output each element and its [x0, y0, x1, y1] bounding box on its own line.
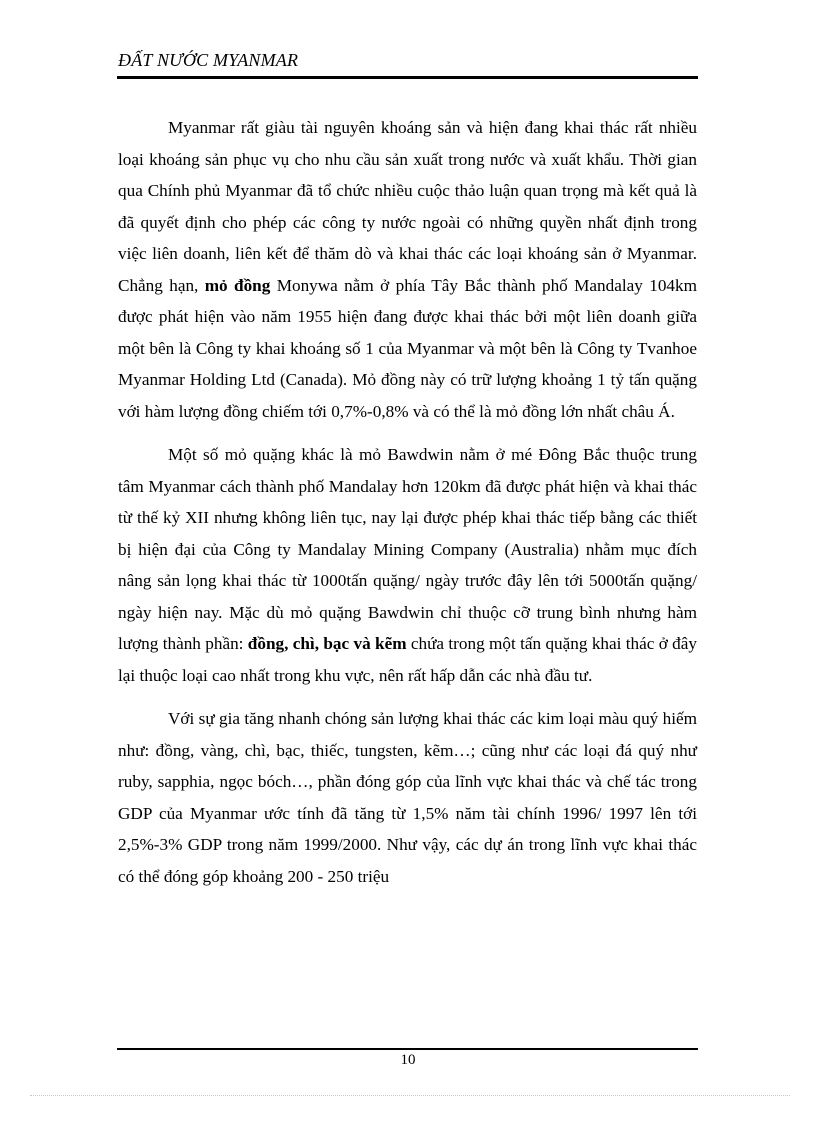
text-run: Với sự gia tăng nhanh chóng sản lượng khai thác các kim loại màu quý hiếm như: đồng, vàng, chì, bạc, thiếc, tungsten, kẽm…; cũng như các loại đá quý như ruby, sapphia, ngọc bóch…, phần đóng góp của lĩnh vực khai thác và chế tác trong GDP của Myanmar ước tính đã tăng từ 1,5% năm tài chính 1996/ 1997 lên tới 2,5%-3% GDP trong năm 1999/2000. Như vậy, các dự án trong lĩnh vực khai thác có thể đóng góp khoảng 200 - 250 triệu: [118, 709, 697, 886]
paragraph-bawdwin-mine: [118, 439, 697, 691]
bold-term-metals: đồng, chì, bạc và kẽm: [247, 634, 407, 653]
paragraph-gdp-contribution: [118, 703, 697, 892]
text-run: Monywa nằm ở phía Tây Bắc thành phố Mandalay 104km được phát hiện vào năm 1955 hiện đang được khai thác bởi một liên doanh giữa một bên là Công ty khai khoáng số 1 của Myanmar và một bên là Công ty Tvanhoe Myanmar Holding Ltd (Canada). Mỏ đồng này có trữ lượng khoảng 1 tỷ tấn quặng với hàm lượng đồng chiếm tới 0,7%-0,8% và có thể là mỏ đồng lớn nhất châu Á.: [118, 275, 697, 421]
page-bottom-dotted-line: [30, 1095, 790, 1096]
document-body: [118, 112, 697, 892]
paragraph-mineral-resources: [118, 112, 697, 427]
bold-term-copper-mine: mỏ đồng: [204, 275, 271, 295]
header-divider: [117, 76, 698, 79]
footer-divider: [117, 1048, 698, 1050]
page-number: 10: [400, 1052, 416, 1068]
text-run: chứa trong một tấn quặng khai thác ở đây lại thuộc loại cao nhất trong khu vực, nên rất hấp dẫn các nhà đầu tư.: [118, 634, 697, 685]
text-run: Một số mỏ quặng khác là mỏ Bawdwin nằm ở mé Đông Bắc thuộc trung tâm Myanmar cách thành phố Mandalay hơn 120km đã được phát hiện và khai thác từ thế kỷ XII nhưng không liên tục, nay lại được phép khai thác tiếp bằng các thiết bị hiện đại của Công ty Mandalay Mining Company (Australia) nhằm mục đích nâng sản lọng khai thác từ 1000tấn quặng/ ngày trước đây lên tới 5000tấn quặng/ ngày hiện nay. Mặc dù mỏ quặng Bawdwin chỉ thuộc cỡ trung bình nhưng hàm lượng thành phần:: [118, 445, 697, 653]
text-run: Myanmar rất giàu tài nguyên khoáng sản và hiện đang khai thác rất nhiều loại khoáng sản phục vụ cho nhu cầu sản xuất trong nước và xuất khẩu. Thời gian qua Chính phủ Myanmar đã tổ chức nhiều cuộc thảo luận quan trọng mà kết quả là đã quyết định cho phép các công ty nước ngoài có những quyền nhất định trong việc liên doanh, liên kết để thăm dò và khai thác các loại khoáng sản ở Myanmar. Chẳng hạn,: [118, 118, 697, 295]
page-header-title: ĐẤT NƯỚC MYANMAR: [118, 50, 299, 70]
